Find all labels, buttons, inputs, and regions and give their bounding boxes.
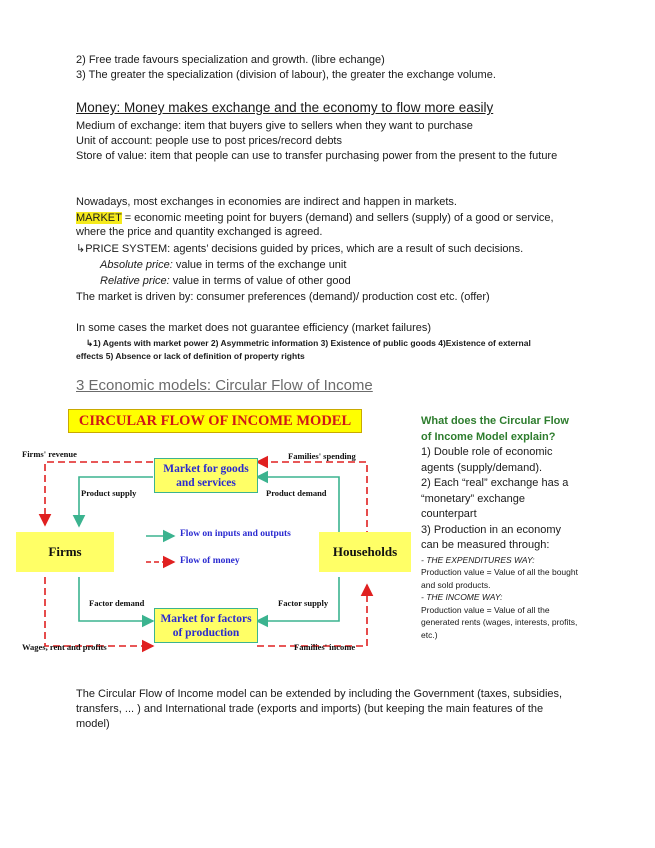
factor-demand-label: Factor demand xyxy=(89,598,145,608)
legend-inputs-label: Flow on inputs and outputs xyxy=(180,529,291,539)
firms-revenue-label: Firms' revenue xyxy=(22,449,77,459)
absolute-price-def: value in terms of the exchange unit xyxy=(172,259,347,271)
intro-line-2: 2) Free trade favours specialization and growth. (libre echange) xyxy=(76,54,385,66)
factor-supply-label: Factor supply xyxy=(278,598,329,608)
market-term: MARKET xyxy=(76,212,122,224)
side-point-1: 1) Double role of economic agents (supply/demand). xyxy=(421,446,553,474)
closing-paragraph: The Circular Flow of Income model can be extended by including the Government (taxes, subsidies, transfers, ... ) and International trade (exports and imports) (but keeping the main features of the model) xyxy=(76,688,563,730)
families-income-label: Families' income xyxy=(294,642,356,652)
goods-market-box xyxy=(154,458,258,493)
price-system: ↳PRICE SYSTEM: agents’ decisions guided by prices, which are a result of such decisions. xyxy=(76,243,524,255)
side-income-way: - THE INCOME WAY: xyxy=(421,592,503,602)
absolute-price-term: Absolute price: xyxy=(100,259,173,271)
relative-price-def: value in terms of value of other good xyxy=(169,275,351,287)
market-driven: The market is driven by: consumer preferences (demand)/ production cost etc. (offer) xyxy=(76,291,490,303)
wages-label: Wages, rent and profits xyxy=(22,642,107,652)
factors-market-line2: of production xyxy=(172,626,240,639)
side-expenditures-def: Production value = Value of all the bought and sold products. xyxy=(421,567,578,590)
diagram-title: CIRCULAR FLOW OF INCOME MODEL xyxy=(68,409,362,433)
relative-price xyxy=(100,274,351,288)
market-definition-text: = economic meeting point for buyers (demand) and sellers (supply) of a good or service, where the price and quantity exchanged is agreed. xyxy=(76,212,554,238)
market-failures-2: effects 5) Absence or lack of definition of property rights xyxy=(76,351,305,361)
market-nowadays: Nowadays, most exchanges in economies are indirect and happen in markets. xyxy=(76,196,457,208)
intro-line-3: 3) The greater the specialization (division of labour), the greater the exchange volume. xyxy=(76,69,496,81)
money-medium: Medium of exchange: item that buyers give to sellers when they want to purchase xyxy=(76,120,473,132)
households-box: Households xyxy=(319,532,411,572)
money-unit: Unit of account: people use to post prices/record debts xyxy=(76,135,342,147)
side-explanation xyxy=(421,414,581,641)
goods-market-line1: Market for goods xyxy=(163,462,249,475)
market-failures-1: ↳1) Agents with market power 2) Asymmetric information 3) Existence of public goods 4)Existence of external xyxy=(86,338,531,348)
section3-heading: 3 Economic models: Circular Flow of Income xyxy=(76,377,373,394)
firms-box: Firms xyxy=(16,532,114,572)
families-spending-label: Families' spending xyxy=(288,451,356,461)
factors-market-box xyxy=(154,608,258,643)
side-expenditures-way: - THE EXPENDITURES WAY: xyxy=(421,554,535,565)
money-store: Store of value: item that people can use to transfer purchasing power from the present to the future xyxy=(76,150,558,162)
absolute-price xyxy=(100,258,346,272)
factors-market-line1: Market for factors xyxy=(160,612,252,625)
money-heading: Money: Money makes exchange and the economy to flow more easily xyxy=(76,100,494,115)
side-question: What does the Circular Flow of Income Model explain? xyxy=(421,415,569,443)
relative-price-term: Relative price: xyxy=(100,275,170,287)
product-supply-label: Product supply xyxy=(81,488,137,498)
side-income-def: Production value = Value of all the generated rents (wages, interests, profits, etc.) xyxy=(421,604,578,640)
side-point-3: 3) Production in an economy can be measured through: xyxy=(421,523,562,551)
market-efficiency: In some cases the market does not guarantee efficiency (market failures) xyxy=(76,322,432,334)
goods-market-line2: and services xyxy=(176,476,236,489)
legend-money-label: Flow of money xyxy=(180,556,240,566)
market-definition xyxy=(76,211,556,239)
product-demand-label: Product demand xyxy=(266,488,327,498)
side-point-2: 2) Each “real” exchange has a “monetary” exchange counterpart xyxy=(421,477,569,520)
circular-flow-diagram xyxy=(16,405,411,655)
